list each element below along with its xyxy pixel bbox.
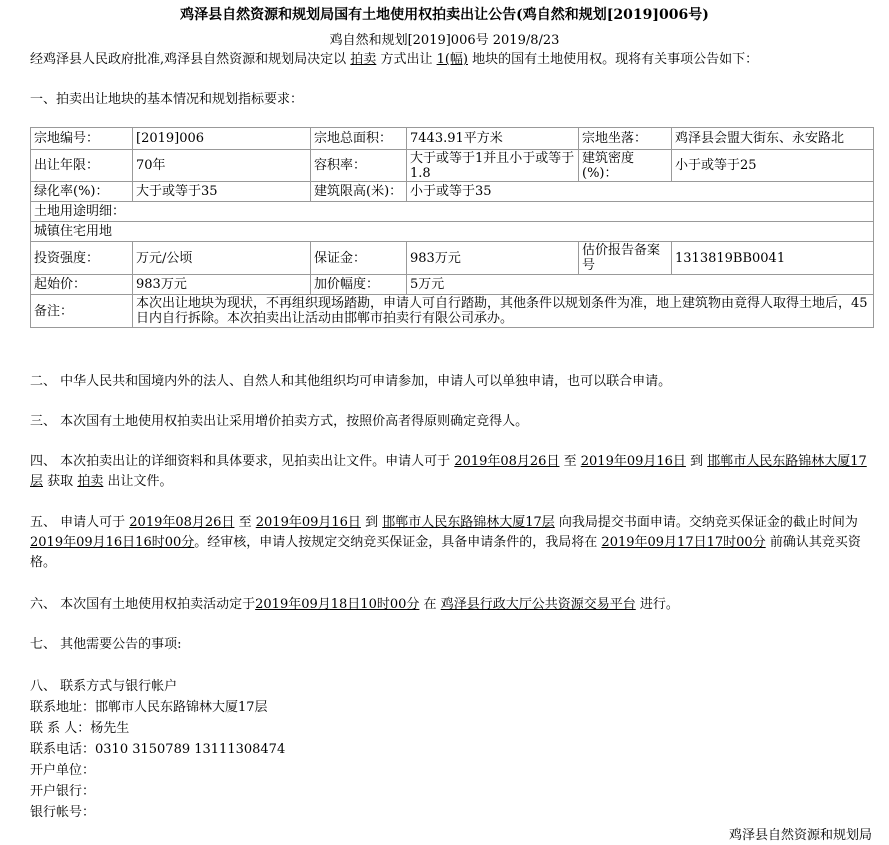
- s4-place: 邯郸市人民东路锦林大厦17层: [30, 454, 867, 489]
- table-cell: 建筑密度(%)：: [579, 150, 672, 182]
- table-cell: [2019]006: [133, 128, 311, 150]
- s5-end-date: 2019年09月16日: [255, 515, 361, 530]
- account-unit: 开户单位：: [30, 763, 96, 778]
- table-cell: 5万元: [407, 275, 874, 295]
- table-cell: 土地用途明细：: [31, 202, 874, 222]
- table-cell: 983万元: [407, 242, 579, 275]
- s4-method: 拍卖: [77, 474, 104, 489]
- land-info-table: [30, 127, 874, 328]
- table-row: [31, 222, 874, 242]
- s4-start-date: 2019年08月26日: [454, 454, 560, 469]
- s4-end-date: 2019年09月16日: [580, 454, 686, 469]
- s5-end: 前确认其竞买资格。: [30, 535, 861, 570]
- table-cell: 小于或等于25: [672, 150, 874, 182]
- table-cell: 容积率：: [311, 150, 407, 182]
- s5-mid2: 。经审核，申请人按规定交纳竞买保证金，具备申请条件的，我局将在: [194, 535, 598, 550]
- intro-suffix: 地块的国有土地使用权。现将有关事项公告如下：: [472, 52, 759, 67]
- table-cell: 大于或等于1并且小于或等于1.8: [407, 150, 579, 182]
- table-cell: 城镇住宅用地: [31, 222, 874, 242]
- table-cell: 7443.91平方米: [407, 128, 579, 150]
- table-cell: 出让年限：: [31, 150, 133, 182]
- account-number: 银行帐号：: [30, 805, 96, 820]
- table-row: [31, 295, 874, 328]
- s6-place: 鸡泽县行政大厅公共资源交易平台: [440, 597, 636, 612]
- s4-prefix: 四、 本次拍卖出让的详细资料和具体要求，见拍卖出让文件。申请人可于: [30, 454, 451, 469]
- s5-prefix: 五、 申请人可于: [30, 515, 126, 530]
- s4-to: 至: [563, 454, 577, 469]
- s4-end: 出让文件。: [107, 474, 173, 489]
- s6-at: 在: [423, 597, 437, 612]
- table-cell: 1313819BB0041: [672, 242, 874, 275]
- table-cell: 大于或等于35: [133, 182, 311, 202]
- s5-start-date: 2019年08月26日: [129, 515, 235, 530]
- section1-heading: 一、拍卖出让地块的基本情况和规划指标要求：: [30, 92, 304, 107]
- intro-prefix: 经鸡泽县人民政府批准,鸡泽县自然资源和规划局决定以: [30, 52, 347, 67]
- intro-method: 拍卖: [350, 52, 377, 67]
- table-row: [31, 202, 874, 222]
- table-cell: 万元/公顷: [133, 242, 311, 275]
- s6-end: 进行。: [639, 597, 679, 612]
- s6-time: 2019年09月18日10时00分: [255, 597, 420, 612]
- page-title: 鸡泽县自然资源和规划局国有土地使用权拍卖出让公告(鸡自然和规划[2019]006号): [180, 7, 709, 23]
- table-cell: 70年: [133, 150, 311, 182]
- table-cell: 投资强度：: [31, 242, 133, 275]
- table-cell: 绿化率(%)：: [31, 182, 133, 202]
- table-cell: 983万元: [133, 275, 311, 295]
- table-cell: 宗地坐落：: [579, 128, 672, 150]
- s4-get: 获取: [47, 474, 74, 489]
- table-cell: 建筑限高(米)：: [311, 182, 407, 202]
- section6: [30, 596, 679, 614]
- table-cell: 起始价：: [31, 275, 133, 295]
- section4: [30, 452, 873, 492]
- table-cell: 宗地编号：: [31, 128, 133, 150]
- table-row: [31, 182, 874, 202]
- issuer-signature: 鸡泽县自然资源和规划局: [728, 828, 872, 843]
- contact-address: 联系地址：邯郸市人民东路锦林大厦17层: [30, 700, 268, 715]
- s6-prefix: 六、 本次国有土地使用权拍卖活动定于: [30, 597, 256, 612]
- section7: 七、 其他需要公告的事项:: [30, 637, 182, 652]
- section8-heading: 八、 联系方式与银行帐户: [30, 679, 178, 694]
- s5-deadline: 2019年09月16日16时00分: [30, 535, 195, 550]
- s5-to: 至: [238, 515, 252, 530]
- table-cell: 鸡泽县会盟大街东、永安路北: [672, 128, 874, 150]
- table-cell: 估价报告备案号: [579, 242, 672, 275]
- table-row: [31, 275, 874, 295]
- s4-at: 到: [690, 454, 704, 469]
- account-bank: 开户银行：: [30, 784, 96, 799]
- table-row: [31, 128, 874, 150]
- contact-person: 联 系 人：杨先生: [30, 721, 130, 736]
- section5: [30, 513, 873, 573]
- table-cell: 保证金：: [311, 242, 407, 275]
- table-row: [31, 150, 874, 182]
- table-cell: 备注：: [31, 295, 133, 328]
- intro-count: 1(幅): [436, 52, 469, 67]
- table-row: [31, 242, 874, 275]
- table-cell: 加价幅度：: [311, 275, 407, 295]
- document-number: 鸡自然和规划[2019]006号 2019/8/23: [329, 33, 560, 48]
- s5-at: 到: [365, 515, 379, 530]
- s5-confirm-time: 2019年09月17日17时00分: [601, 535, 766, 550]
- table-cell: 宗地总面积：: [311, 128, 407, 150]
- intro-mid: 方式出让: [380, 52, 433, 67]
- contact-phone: 联系电话：0310 3150789 13111308474: [30, 742, 286, 757]
- section2: 二、 中华人民共和国境内外的法人、自然人和其他组织均可申请参加，申请人可以单独申请，也可以联合申请。: [30, 374, 672, 389]
- s5-place: 邯郸市人民东路锦林大厦17层: [382, 515, 555, 530]
- s5-mid: 向我局提交书面申请。交纳竞买保证金的截止时间为: [558, 515, 858, 530]
- intro-paragraph: [30, 51, 758, 69]
- table-cell: 本次出让地块为现状，不再组织现场踏勘，申请人可自行踏勘，其他条件以规划条件为准，地上建筑物由竟得人取得土地后，45日内自行拆除。本次拍卖出让活动由邯郸市拍卖行有限公司承办。: [133, 295, 874, 328]
- section3: 三、 本次国有土地使用权拍卖出让采用增价拍卖方式，按照价高者得原则确定竞得人。: [30, 414, 529, 429]
- table-cell: 小于或等于35: [407, 182, 874, 202]
